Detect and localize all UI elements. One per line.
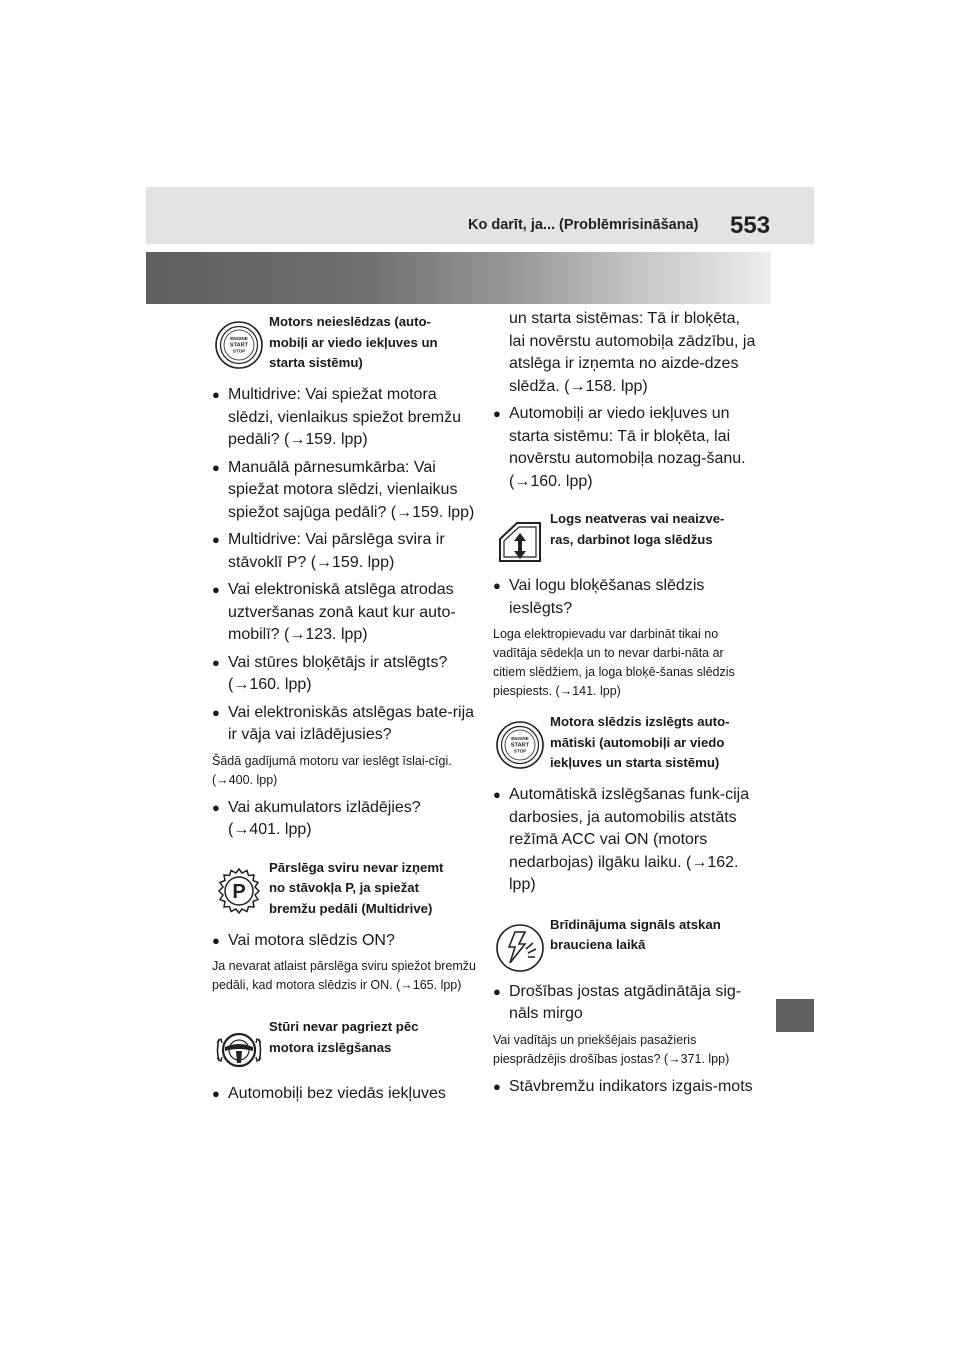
icon-label-3: STOP <box>232 348 246 354</box>
bullet-item: ● Vai elektroniskās atslēgas bate-rija ir vāja vai izlādējusies? <box>212 702 477 747</box>
section-title: Stūri nevar pagriezt pēc motora izslēgšanas <box>269 1019 419 1055</box>
header-title: Ko darīt, ja... (Problēmrisināšana) <box>468 217 699 233</box>
icon-label-1: ENGINE <box>511 736 529 741</box>
engine-start-stop-icon <box>495 720 545 770</box>
section-title: Brīdinājuma signāls atskan brauciena laikā <box>550 916 721 952</box>
note-text: Vai vadītājs un priekšējais pasažieris piesprādzējis drošības jostas? (→371. lpp) <box>493 1032 730 1066</box>
bullet-item: ● Vai elektroniskā atslēga atrodas uztveršanas zonā kaut kur auto-mobilī? (→123. lpp) <box>212 579 477 647</box>
section-power-window <box>493 505 758 569</box>
icon-label-2: START <box>510 742 530 749</box>
steering-wheel-lock-icon <box>214 1025 264 1075</box>
header-gradient-band <box>146 252 771 304</box>
section-title: Pārslēga sviru nevar izņemt no stāvokļa P, ja spiežat bremžu pedāli (Multidrive) <box>269 859 444 916</box>
section-auto-power-off <box>493 708 758 778</box>
bullet-item: ● Manuālā pārnesumkārba: Vai spiežat motora slēdzi, vienlaikus spiežot sajūga pedāli? (→159. lpp) <box>212 457 477 525</box>
bullet-item: ● Multidrive: Vai spiežat motora slēdzi, vienlaikus spiežot bremžu pedāli? (→159. lpp) <box>212 384 477 452</box>
section-title: Logs neatveras vai neaizve- ras, darbinot loga slēdžus <box>550 511 725 547</box>
page-header-bar <box>146 187 814 244</box>
icon-label-3: STOP <box>513 748 527 754</box>
bullet-item: ● Automātiskā izslēgšanas funk-cija darbosies, ja automobilis atstāts režīmā ACC vai ON (motors nedarbojas) ilgāku laiku. (→162. lpp) <box>493 784 758 897</box>
bullet-item: ● Multidrive: Vai pārslēga svira ir stāvoklī P? (→159. lpp) <box>212 529 477 574</box>
bullet-item: ● Vai stūres bloķētājs ir atslēgts? (→160. lpp) <box>212 652 477 697</box>
section-title: Motora slēdzis izslēgts auto- mātiski (automobiļi ar viedo iekļuves un starta sistēmu) <box>550 714 730 770</box>
note-text: Šādā gadījumā motoru var ieslēgt īslai-cīgi. (→400. lpp) <box>212 753 452 787</box>
continued-text: un starta sistēmas: Tā ir bloķēta, lai novērstu automobiļa zādzību, ja atslēga ir izņemta no aizde-dzes slēdža. (→158. lpp) <box>509 310 756 395</box>
warning-buzzer-icon <box>495 923 545 973</box>
note-text: Loga elektropievadu var darbināt tikai no vadītāja sēdekļa un to nevar darbi-nāta ar citiem slēdžiem, ja loga bloķē-šanas slēdzis piespiests. (→141. lpp) <box>493 627 735 698</box>
section-warning-buzzer <box>493 911 758 975</box>
bullet-item: ● Vai motora slēdzis ON? <box>212 930 477 953</box>
icon-letter: P <box>232 880 246 903</box>
section-shift-lever <box>212 854 477 924</box>
icon-label-1: ENGINE <box>230 336 248 341</box>
left-column <box>212 308 477 1111</box>
bullet-item: ● Vai akumulators izlādējies? (→401. lpp) <box>212 797 477 842</box>
chapter-thumb-tab <box>776 999 814 1032</box>
icon-label-2: START <box>229 342 249 349</box>
bullet-item: ● Automobiļi bez viedās iekļuves <box>212 1083 477 1106</box>
bullet-item: ● Drošības jostas atgādinātāja sig-nāls mirgo <box>493 981 758 1026</box>
bullet-item: ● Stāvbremžu indikators izgais-mots <box>493 1076 758 1099</box>
section-steering-lock <box>212 1013 477 1077</box>
bullet-item: ● Vai logu bloķēšanas slēdzis ieslēgts? <box>493 575 758 620</box>
power-window-icon <box>495 517 545 567</box>
engine-start-stop-icon <box>214 320 264 370</box>
section-engine-wont-start <box>212 308 477 378</box>
note-text: Ja nevarat atlaist pārslēga sviru spiežot bremžu pedāli, kad motora slēdzis ir ON. (→165. lpp) <box>212 959 477 992</box>
page-number: 553 <box>730 212 771 239</box>
bullet-item: ● Automobiļi ar viedo iekļuves un starta sistēmu: Tā ir bloķēta, lai novērstu automobiļa nozag-šanu. (→160. lpp) <box>493 403 758 493</box>
shift-lever-p-icon <box>214 866 264 916</box>
section-title: Motors neieslēdzas (auto- mobiļi ar viedo iekļuves un starta sistēmu) <box>269 314 438 370</box>
right-column <box>493 308 758 1103</box>
